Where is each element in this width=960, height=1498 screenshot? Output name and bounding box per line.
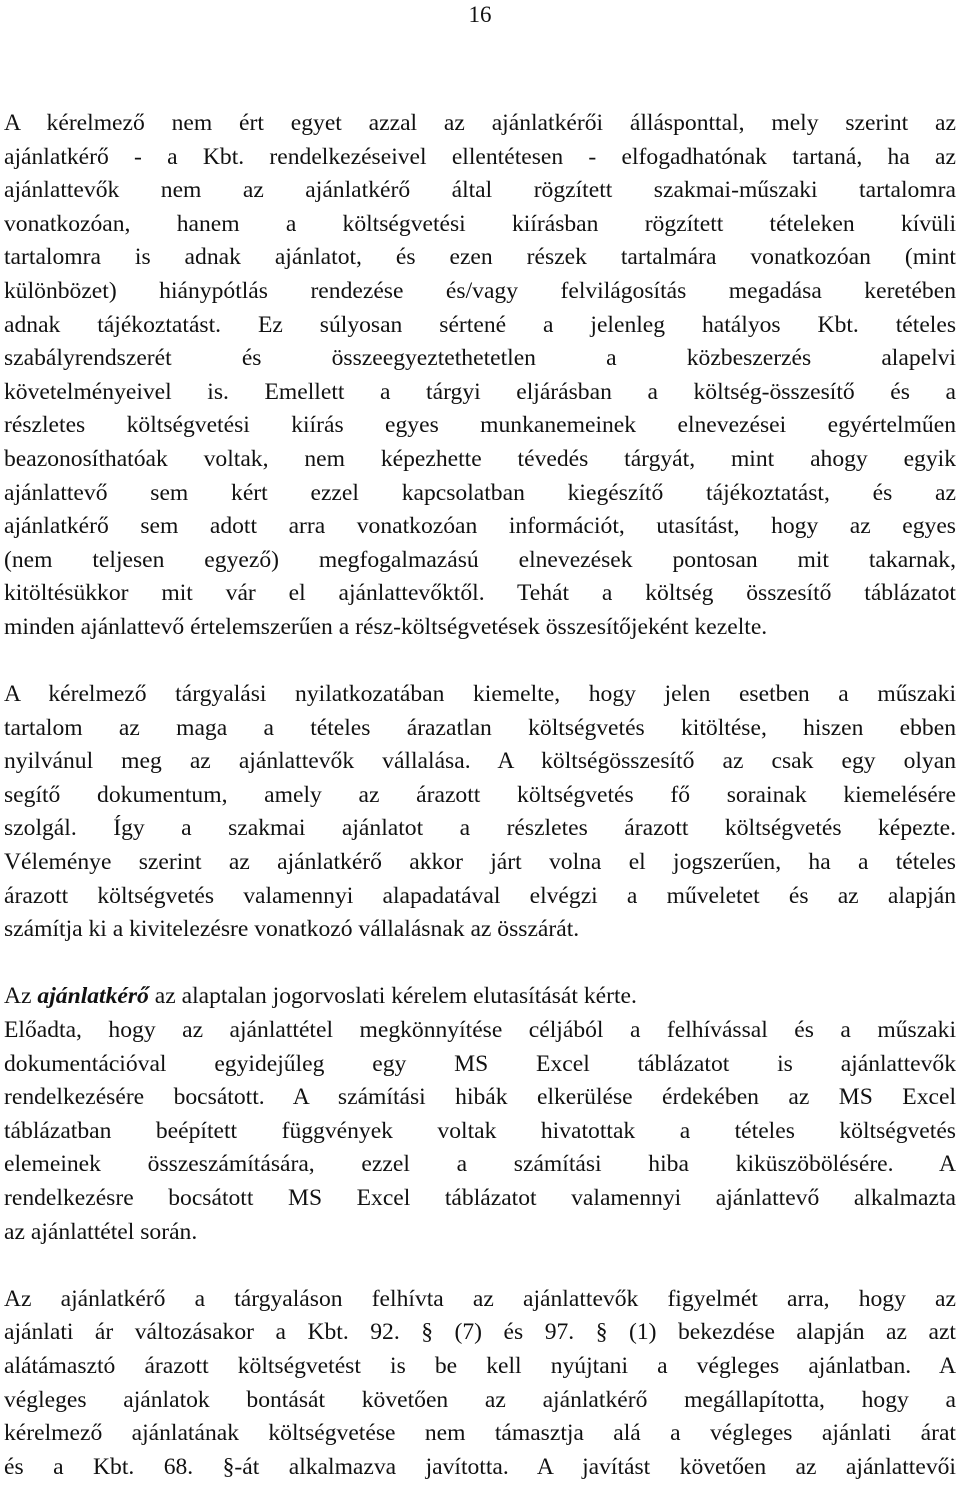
text-line: (nem teljesen egyező) megfogalmazású elnevezések pontosan mit takarnak,: [4, 546, 956, 573]
text-run: Az: [4, 983, 38, 1010]
text-line: különbözet) hiánypótlás rendezése és/vagy felvilágosítás megadása keretében: [4, 277, 956, 304]
text-line: A kérelmező tárgyalási nyilatkozatában kiemelte, hogy jelen esetben a műszaki: [4, 681, 956, 708]
text-line: kérelmező ajánlatának költségvetése nem támasztja alá a végleges ajánlati árat: [4, 1420, 956, 1447]
text-line: A kérelmező nem ért egyet azzal az ajánlatkérői állásponttal, mely szerint az: [4, 110, 956, 136]
text-line: [4, 980, 956, 1014]
text-line: szabályrendszerét és összeegyeztethetetlen a közbeszerzés alapelvi: [4, 345, 956, 372]
paragraph-contracting-authority: [4, 980, 956, 1249]
text-line: segítő dokumentum, amely az árazott költségvetés fő sorainak kiemelésére: [4, 781, 956, 808]
text-line: szolgál. Így a szakmai ajánlatot a részletes árazott költségvetés képezte.: [4, 815, 956, 842]
text-line: rendelkezésre bocsátott MS Excel táblázatot valamennyi ajánlattevő alkalmazta: [4, 1185, 956, 1211]
text-line: végleges ajánlatok bontását követően az ajánlatkérő megállapította, hogy a: [4, 1386, 956, 1413]
paragraph-hearing-statement: [4, 678, 956, 947]
page-number: 16: [468, 2, 492, 27]
text-line: alátámasztó árazott költségvetést is be kell nyújtani a végleges ajánlatban. A: [4, 1352, 956, 1379]
text-line: elemeinek összeszámítására, ezzel a számítási hiba kiküszöbölésére. A: [4, 1151, 956, 1178]
text-line: és a Kbt. 68. §-át alkalmazva javította. A javítást követően az ajánlattevői: [4, 1453, 956, 1480]
text-line: beazonosíthatóak voltak, nem képezhette tévedés tárgyát, mint ahogy egyik: [4, 445, 956, 472]
text-run: az alaptalan jogorvoslati kérelem elutasítását kérte.: [148, 983, 637, 1010]
document-body: [4, 107, 956, 1484]
text-line: ajánlatkérő sem adott arra vonatkozóan információt, utasítást, hogy az egyes: [4, 513, 956, 540]
text-line: tartalom az maga a tételes árazatlan költségvetés kitöltése, hiszen ebben: [4, 714, 956, 741]
paragraph-applicant-position: [4, 107, 956, 645]
text-line: ajánlattevők nem az ajánlatkérő által rögzített szakmai-műszaki tartalomra: [4, 177, 956, 204]
text-line: kitöltésükkor mit vár el ajánlattevőktől. Tehát a költség összesítő táblázatot: [4, 580, 956, 607]
text-line: az ajánlattétel során.: [4, 1218, 198, 1245]
emphasis-contracting-authority: ajánlatkérő: [37, 983, 149, 1010]
text-line: Véleménye szerint az ajánlatkérő akkor járt volna el jogszerűen, ha a tételes: [4, 849, 956, 876]
text-line: ajánlattevő sem kért ezzel kapcsolatban kiegészítő tájékoztatást, és az: [4, 479, 956, 506]
text-line: tartalomra is adnak ajánlatot, és ezen részek tartalmára vonatkozóan (mint: [4, 244, 956, 271]
text-line: dokumentációval egyidejűleg egy MS Excel táblázatot is ajánlattevők: [4, 1050, 956, 1077]
text-line: táblázatban beépített függvények voltak hivatottak a tételes költségvetés: [4, 1117, 956, 1144]
text-line: részletes költségvetési kiírás egyes munkanemeinek elnevezései egyértelműen: [4, 412, 956, 439]
text-line: Előadta, hogy az ajánlattétel megkönnyítése céljából a felhívással és a műszaki: [4, 1017, 956, 1044]
text-line: adnak tájékoztatást. Ez súlyosan sértené a jelenleg hatályos Kbt. tételes: [4, 311, 956, 338]
text-line: számítja ki a kivitelezésre vonatkozó vállalásnak az összárát.: [4, 916, 580, 943]
text-line: Az ajánlatkérő a tárgyaláson felhívta az ajánlattevők figyelmét arra, hogy az: [4, 1285, 956, 1312]
text-line: minden ajánlattevő értelemszerűen a rész-költségvetések összesítőjeként kezelte.: [4, 613, 768, 640]
text-line: ajánlati ár változásakor a Kbt. 92. § (7) és 97. § (1) bekezdése alapján az azt: [4, 1319, 956, 1346]
text-line: nyilvánul meg az ajánlattevők vállalása. A költségösszesítő az csak egy olyan: [4, 748, 956, 775]
text-line: követelményeivel is. Emellett a tárgyi eljárásban a költség-összesítő és a: [4, 378, 956, 405]
text-line: árazott költségvetés valamennyi alapadatával elvégzi a műveletet és az alapján: [4, 882, 956, 909]
text-line: rendelkezésére bocsátott. A számítási hibák elkerülése érdekében az MS Excel: [4, 1084, 956, 1111]
text-line: vonatkozóan, hanem a költségvetési kiírásban rögzített tételeken kívüli: [4, 210, 956, 237]
text-line: ajánlatkérő - a Kbt. rendelkezéseivel ellentétesen - elfogadhatónak tartaná, ha az: [4, 143, 956, 170]
paragraph-hearing-notice: [4, 1283, 956, 1485]
